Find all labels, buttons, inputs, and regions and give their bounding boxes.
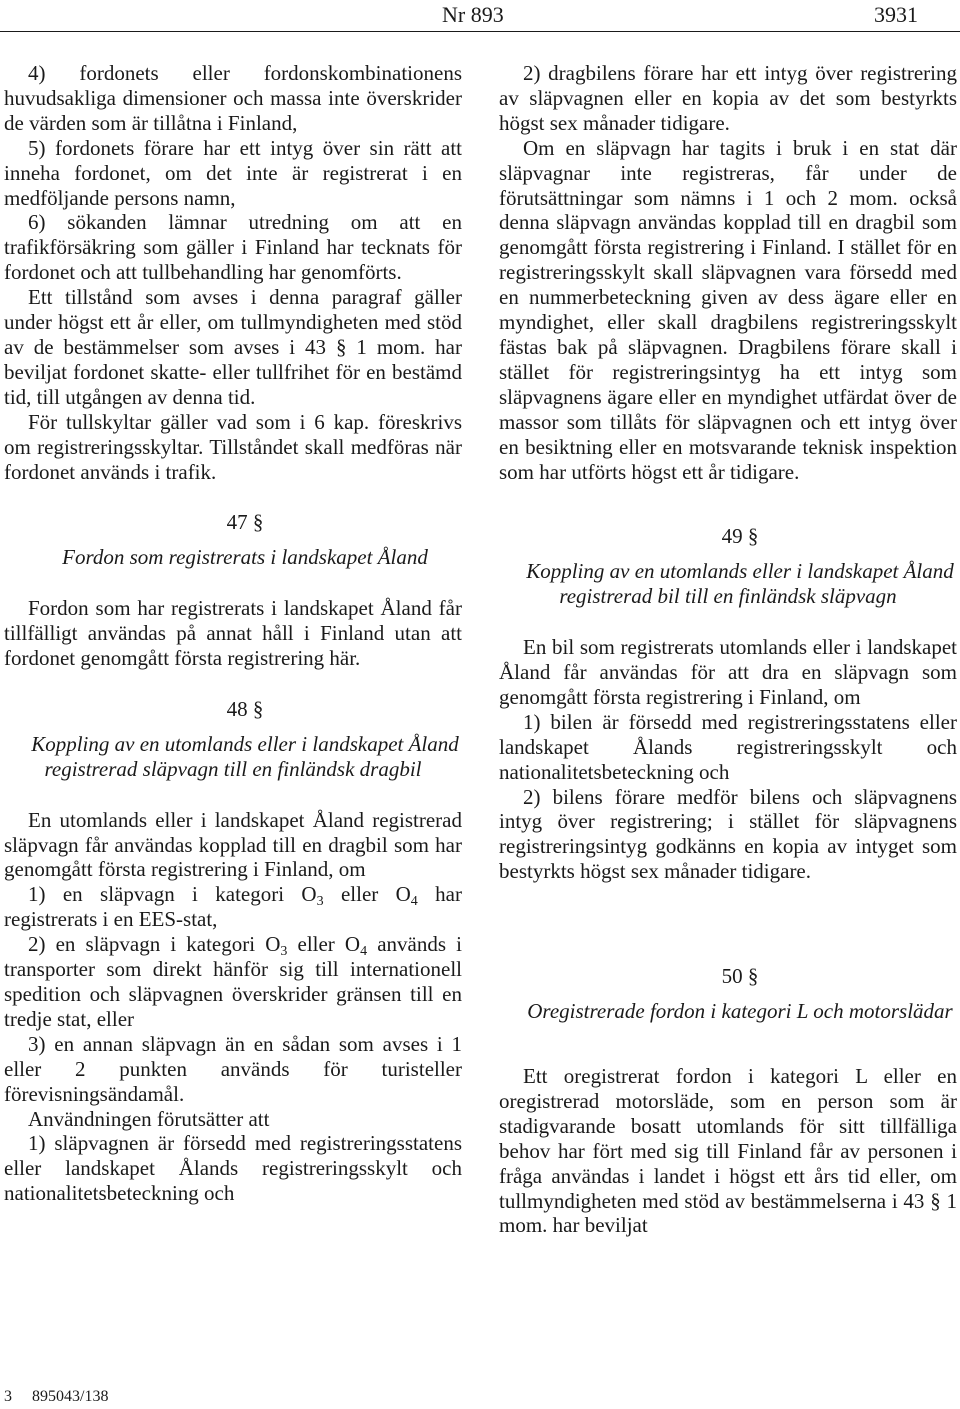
paragraph-list-item: 2) en släpvagn i kategori $O_3$ eller $O_4$ används i transporter som direkt hänför sig till internationell spedition och släpvagnen överskrider gränsen till en tredje stat, eller	[4, 932, 462, 1031]
section-number-48: 48 §	[226, 696, 264, 721]
paragraph: 5) fordonets förare har ett intyg över sin rätt att inneha fordonet, om det inte är registrerat i en medföljande persons namn,	[4, 135, 462, 210]
section-title-48: Koppling av en utomlands eller i landskapet Åland registrerad släpvagn till en finländsk dragbil	[31, 731, 459, 781]
section-title-49: Koppling av en utomlands eller i landskapet Åland registrerad bil till en finländsk släpvagn	[526, 559, 954, 609]
footer-sheet-number: 3	[4, 1388, 12, 1405]
paragraph: En utomlands eller i landskapet Åland registrerad släpvagn får användas kopplad till en dragbil som har genomgått första registrering i Finland, om	[4, 807, 462, 882]
section-number-50: 50 §	[721, 964, 759, 989]
footer-print-code: 895043/138	[32, 1388, 109, 1405]
section-title-50: Oregistrerade fordon i kategori L och motorslädar	[527, 999, 953, 1024]
page-footer	[4, 1388, 108, 1406]
section-number-47: 47 §	[226, 510, 264, 535]
paragraph: Fordon som har registrerats i landskapet Åland får tillfälligt användas på annat håll i Finland utan att fordonet genomgått första registrering här.	[4, 596, 462, 671]
paragraph: För tullskyltar gäller vad som i 6 kap. föreskrivs om registreringsskyltar. Tillståndet skall medföras när fordonet används i trafik.	[4, 409, 462, 484]
paragraph-list-item: 3) en annan släpvagn än en sådan som avses i 1 eller 2 punkten används för turisteller förevisningsändamål.	[4, 1031, 462, 1106]
paragraph: 6) sökanden lämnar utredning om att en trafikförsäkring som gäller i Finland har tecknats för fordonet och att tullbehandling har genomförts.	[4, 210, 462, 285]
section-number-49: 49 §	[721, 524, 759, 549]
document-number: Nr 893	[442, 2, 504, 27]
paragraph-list-item: 2) bilens förare medför bilens och släpvagnens intyg över registrering; i stället för släpvagnens registreringsintyg godkänns en kopia av intyget som bestyrkts högst sex månader tidigare.	[499, 784, 957, 884]
section-title-47: Fordon som registrerats i landskapet Åland	[62, 545, 428, 570]
paragraph: 4) fordonets eller fordonskombinationens huvudsakliga dimensioner och massa inte överskrider de värden som är tillåtna i Finland,	[4, 61, 462, 135]
paragraph: Ett tillstånd som avses i denna paragraf gäller under högst ett år eller, om tullmyndigheten med stöd av de bestämmelser som avses i 43 § 1 mom. har beviljat fordonet skatte- eller tullfrihet för en bestämd tid, till utgången av denna tid.	[4, 285, 462, 409]
page-number: 3931	[874, 2, 918, 27]
page-header	[0, 0, 960, 32]
paragraph-list-item: 1) bilen är försedd med registreringsstatens eller landskapet Ålands registreringsskylt och nationalitetsbeteckning och	[499, 709, 957, 784]
paragraph-list-item: 1) en släpvagn i kategori $O_3$ eller $O_4$ har registrerats i en EES-stat,	[4, 882, 462, 932]
header-rule	[0, 31, 960, 32]
left-column	[4, 61, 462, 1206]
right-column	[499, 61, 957, 1238]
paragraph: En bil som registrerats utomlands eller i landskapet Åland får användas för att dra en släpvagn som genomgått första registrering i Finland, om	[499, 635, 957, 709]
paragraph: Ett oregistrerat fordon i kategori L eller en oregistrerad motorsläde, som en person som är stadigvarande bosatt utomlands för sitt tillfälliga behov har fört med sig till Finland får av personen i fråga användas i landet i högst ett års tid eller, om tullmyndigheten med stöd av bestämmelserna i 43 § 1 mom. har beviljat	[499, 1064, 957, 1238]
paragraph: Om en släpvagn har tagits i bruk i en stat där släpvagnar inte registreras, får under de förutsättningar som nämns i 1 och 2 mom. också denna släpvagn användas kopplad till en dragbil som genomgått första registrering i Finland. I stället för en registreringsskylt skall släpvagnen vara försedd med en nummerbeteckning given av dess ägare eller en myndighet, eller skall dragbilens registreringsskylt fästas bak på släpvagnen. Dragbilens förare skall i stället för registreringsintyg ha ett intyg som släpvagnens ägare eller en myndighet utfärdat över de massor som tillåts för släpvagnen och ett intyg över en besiktning eller en motsvarande teknisk inspektion som har utförts högst ett år tidigare.	[499, 135, 957, 484]
paragraph: Användningen förutsätter att	[28, 1106, 270, 1131]
paragraph-list-item: 1) släpvagnen är försedd med registreringsstatens eller landskapet Ålands registreringsskylt och nationalitetsbeteckning och	[4, 1131, 462, 1206]
paragraph: 2) dragbilens förare har ett intyg över registrering av släpvagnen eller en kopia av det som bestyrkts högst sex månader tidigare.	[499, 61, 957, 135]
